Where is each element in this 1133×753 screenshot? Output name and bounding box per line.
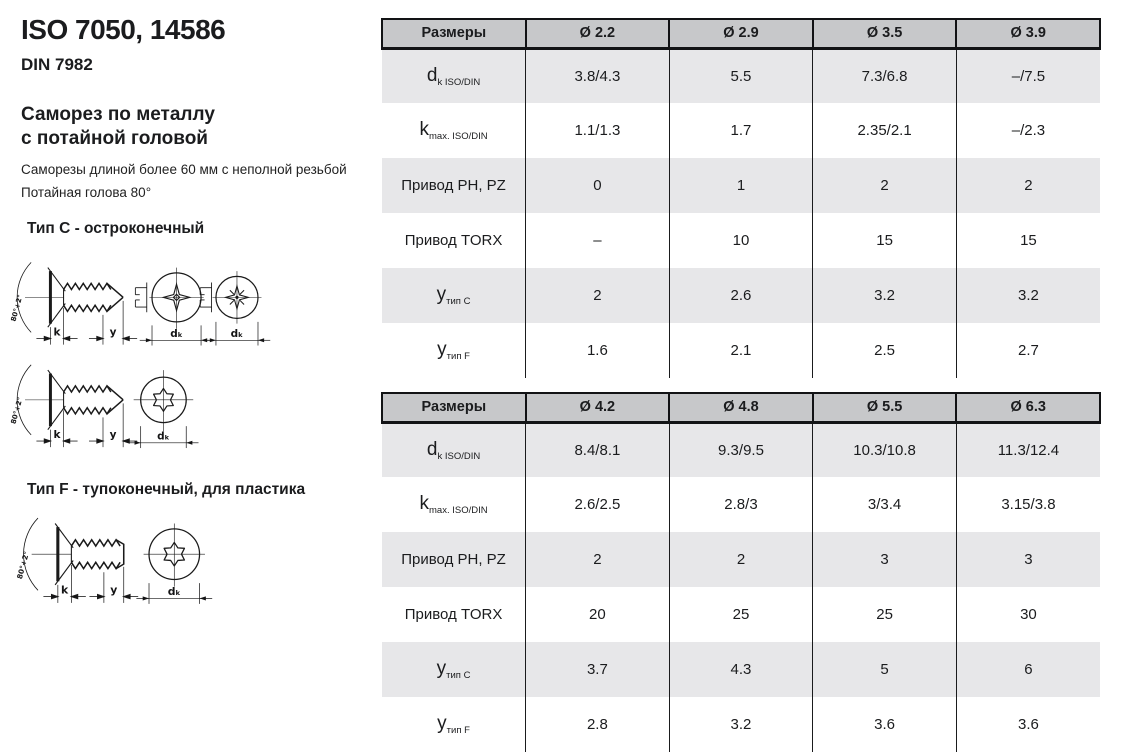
description-line2: Потайная голова 80°: [21, 184, 152, 200]
type-f-torx-drawing: [10, 512, 214, 609]
cell-value: 25: [669, 587, 813, 642]
row-label: $k_{max. ISO/DIN}$: [382, 103, 526, 158]
cell-value: 0: [526, 158, 670, 213]
cell-value: 3/3.4: [813, 477, 957, 532]
product-name: [21, 103, 215, 151]
cell-value: 1: [669, 158, 813, 213]
cell-value: 11.3/12.4: [956, 422, 1100, 477]
table-row: [382, 477, 1100, 532]
countersunk-screw-blunt-icon: [15, 518, 138, 603]
dim-dk-label: dₖ: [230, 327, 244, 340]
cell-value: 3.2: [813, 268, 957, 323]
cell-value: –: [526, 213, 670, 268]
cell-value: 1.6: [526, 323, 670, 378]
cell-value: 2.5: [813, 323, 957, 378]
cell-value: 25: [813, 587, 957, 642]
table-row: [382, 642, 1100, 697]
table-row: [382, 323, 1100, 378]
header-dimensions: Размеры: [382, 19, 526, 48]
dim-dk-label: dₖ: [170, 327, 183, 340]
header-diameter: Ø 2.9: [669, 19, 813, 48]
page-title: ISO 7050, 14586: [21, 14, 226, 45]
cell-value: 2.6/2.5: [526, 477, 670, 532]
countersunk-screw-pointed-icon: [10, 262, 138, 344]
row-label: $y_{тип C}$: [382, 642, 526, 697]
cell-value: 3.7: [526, 642, 670, 697]
header-diameter: Ø 3.5: [813, 19, 957, 48]
type-c-torx-drawing: [4, 359, 202, 453]
table-row: [382, 103, 1100, 158]
head-profile-icon: [135, 282, 146, 312]
header-diameter: Ø 4.2: [526, 393, 670, 422]
spec-table-small-diameters: [381, 18, 1101, 378]
cell-value: 1.7: [669, 103, 813, 158]
cell-value: 2: [956, 158, 1100, 213]
header-dimensions: Размеры: [382, 393, 526, 422]
header-diameter: Ø 3.9: [956, 19, 1100, 48]
row-label: Привод PH, PZ: [382, 158, 526, 213]
cell-value: 2: [813, 158, 957, 213]
header-diameter: Ø 5.5: [813, 393, 957, 422]
row-label: $y_{тип F}$: [382, 697, 526, 752]
cell-value: 5: [813, 642, 957, 697]
table-row: [382, 697, 1100, 752]
cell-value: 3.2: [956, 268, 1100, 323]
cell-value: 20: [526, 587, 670, 642]
countersunk-screw-pointed-icon: [10, 365, 138, 447]
row-label: $y_{тип F}$: [382, 323, 526, 378]
cell-value: 3.15/3.8: [956, 477, 1100, 532]
cell-value: 3.6: [956, 697, 1100, 752]
cell-value: 2.1: [669, 323, 813, 378]
cell-value: 10.3/10.8: [813, 422, 957, 477]
cell-value: 4.3: [669, 642, 813, 697]
row-label: Привод PH, PZ: [382, 532, 526, 587]
cell-value: 15: [956, 213, 1100, 268]
spec-table-large-diameters: [381, 392, 1101, 752]
row-label: $k_{max. ISO/DIN}$: [382, 477, 526, 532]
cell-value: 3: [813, 532, 957, 587]
cell-value: 15: [813, 213, 957, 268]
cell-value: –/2.3: [956, 103, 1100, 158]
header-diameter: Ø 2.2: [526, 19, 670, 48]
cell-value: 7.3/6.8: [813, 48, 957, 103]
spec-table: [381, 18, 1101, 378]
header-diameter: Ø 4.8: [669, 393, 813, 422]
header-diameter: Ø 6.3: [956, 393, 1100, 422]
row-label: $y_{тип C}$: [382, 268, 526, 323]
page-subtitle: DIN 7982: [21, 55, 93, 74]
table-row: [382, 422, 1100, 477]
table-row: [382, 158, 1100, 213]
table-row: [382, 268, 1100, 323]
row-label: Привод TORX: [382, 587, 526, 642]
product-name-line2: с потайной головой: [21, 128, 208, 149]
type-c-ph-pz-drawing: [4, 257, 272, 350]
cell-value: 8.4/8.1: [526, 422, 670, 477]
table-row: [382, 48, 1100, 103]
cell-value: 2: [526, 532, 670, 587]
type-c-heading: Тип C - остроконечный: [27, 220, 205, 237]
table-row: [382, 587, 1100, 642]
spec-table: [381, 392, 1101, 752]
type-f-heading: Тип F - тупоконечный, для пластика: [27, 481, 306, 498]
cell-value: 3: [956, 532, 1100, 587]
row-label: $d_{k ISO/DIN}$: [382, 422, 526, 477]
table-row: [382, 532, 1100, 587]
row-label: $d_{k ISO/DIN}$: [382, 48, 526, 103]
cell-value: 2: [669, 532, 813, 587]
cell-value: –/7.5: [956, 48, 1100, 103]
cell-value: 9.3/9.5: [669, 422, 813, 477]
product-description: [21, 159, 347, 204]
cell-value: 3.6: [813, 697, 957, 752]
cell-value: 3.2: [669, 697, 813, 752]
cell-value: 2.8: [526, 697, 670, 752]
row-label: Привод TORX: [382, 213, 526, 268]
cell-value: 1.1/1.3: [526, 103, 670, 158]
cell-value: 6: [956, 642, 1100, 697]
cell-value: 10: [669, 213, 813, 268]
cell-value: 2: [526, 268, 670, 323]
dim-dk-label: dₖ: [167, 584, 181, 598]
cell-value: 3.8/4.3: [526, 48, 670, 103]
table-row: [382, 213, 1100, 268]
cell-value: 5.5: [669, 48, 813, 103]
cell-value: 2.35/2.1: [813, 103, 957, 158]
description-line1: Саморезы длиной более 60 мм с неполной резьбой: [21, 162, 347, 177]
product-name-line1: Саморез по металлу: [21, 104, 215, 125]
cell-value: 2.7: [956, 323, 1100, 378]
cell-value: 30: [956, 587, 1100, 642]
dim-dk-label: dₖ: [157, 430, 170, 443]
cell-value: 2.8/3: [669, 477, 813, 532]
cell-value: 2.6: [669, 268, 813, 323]
